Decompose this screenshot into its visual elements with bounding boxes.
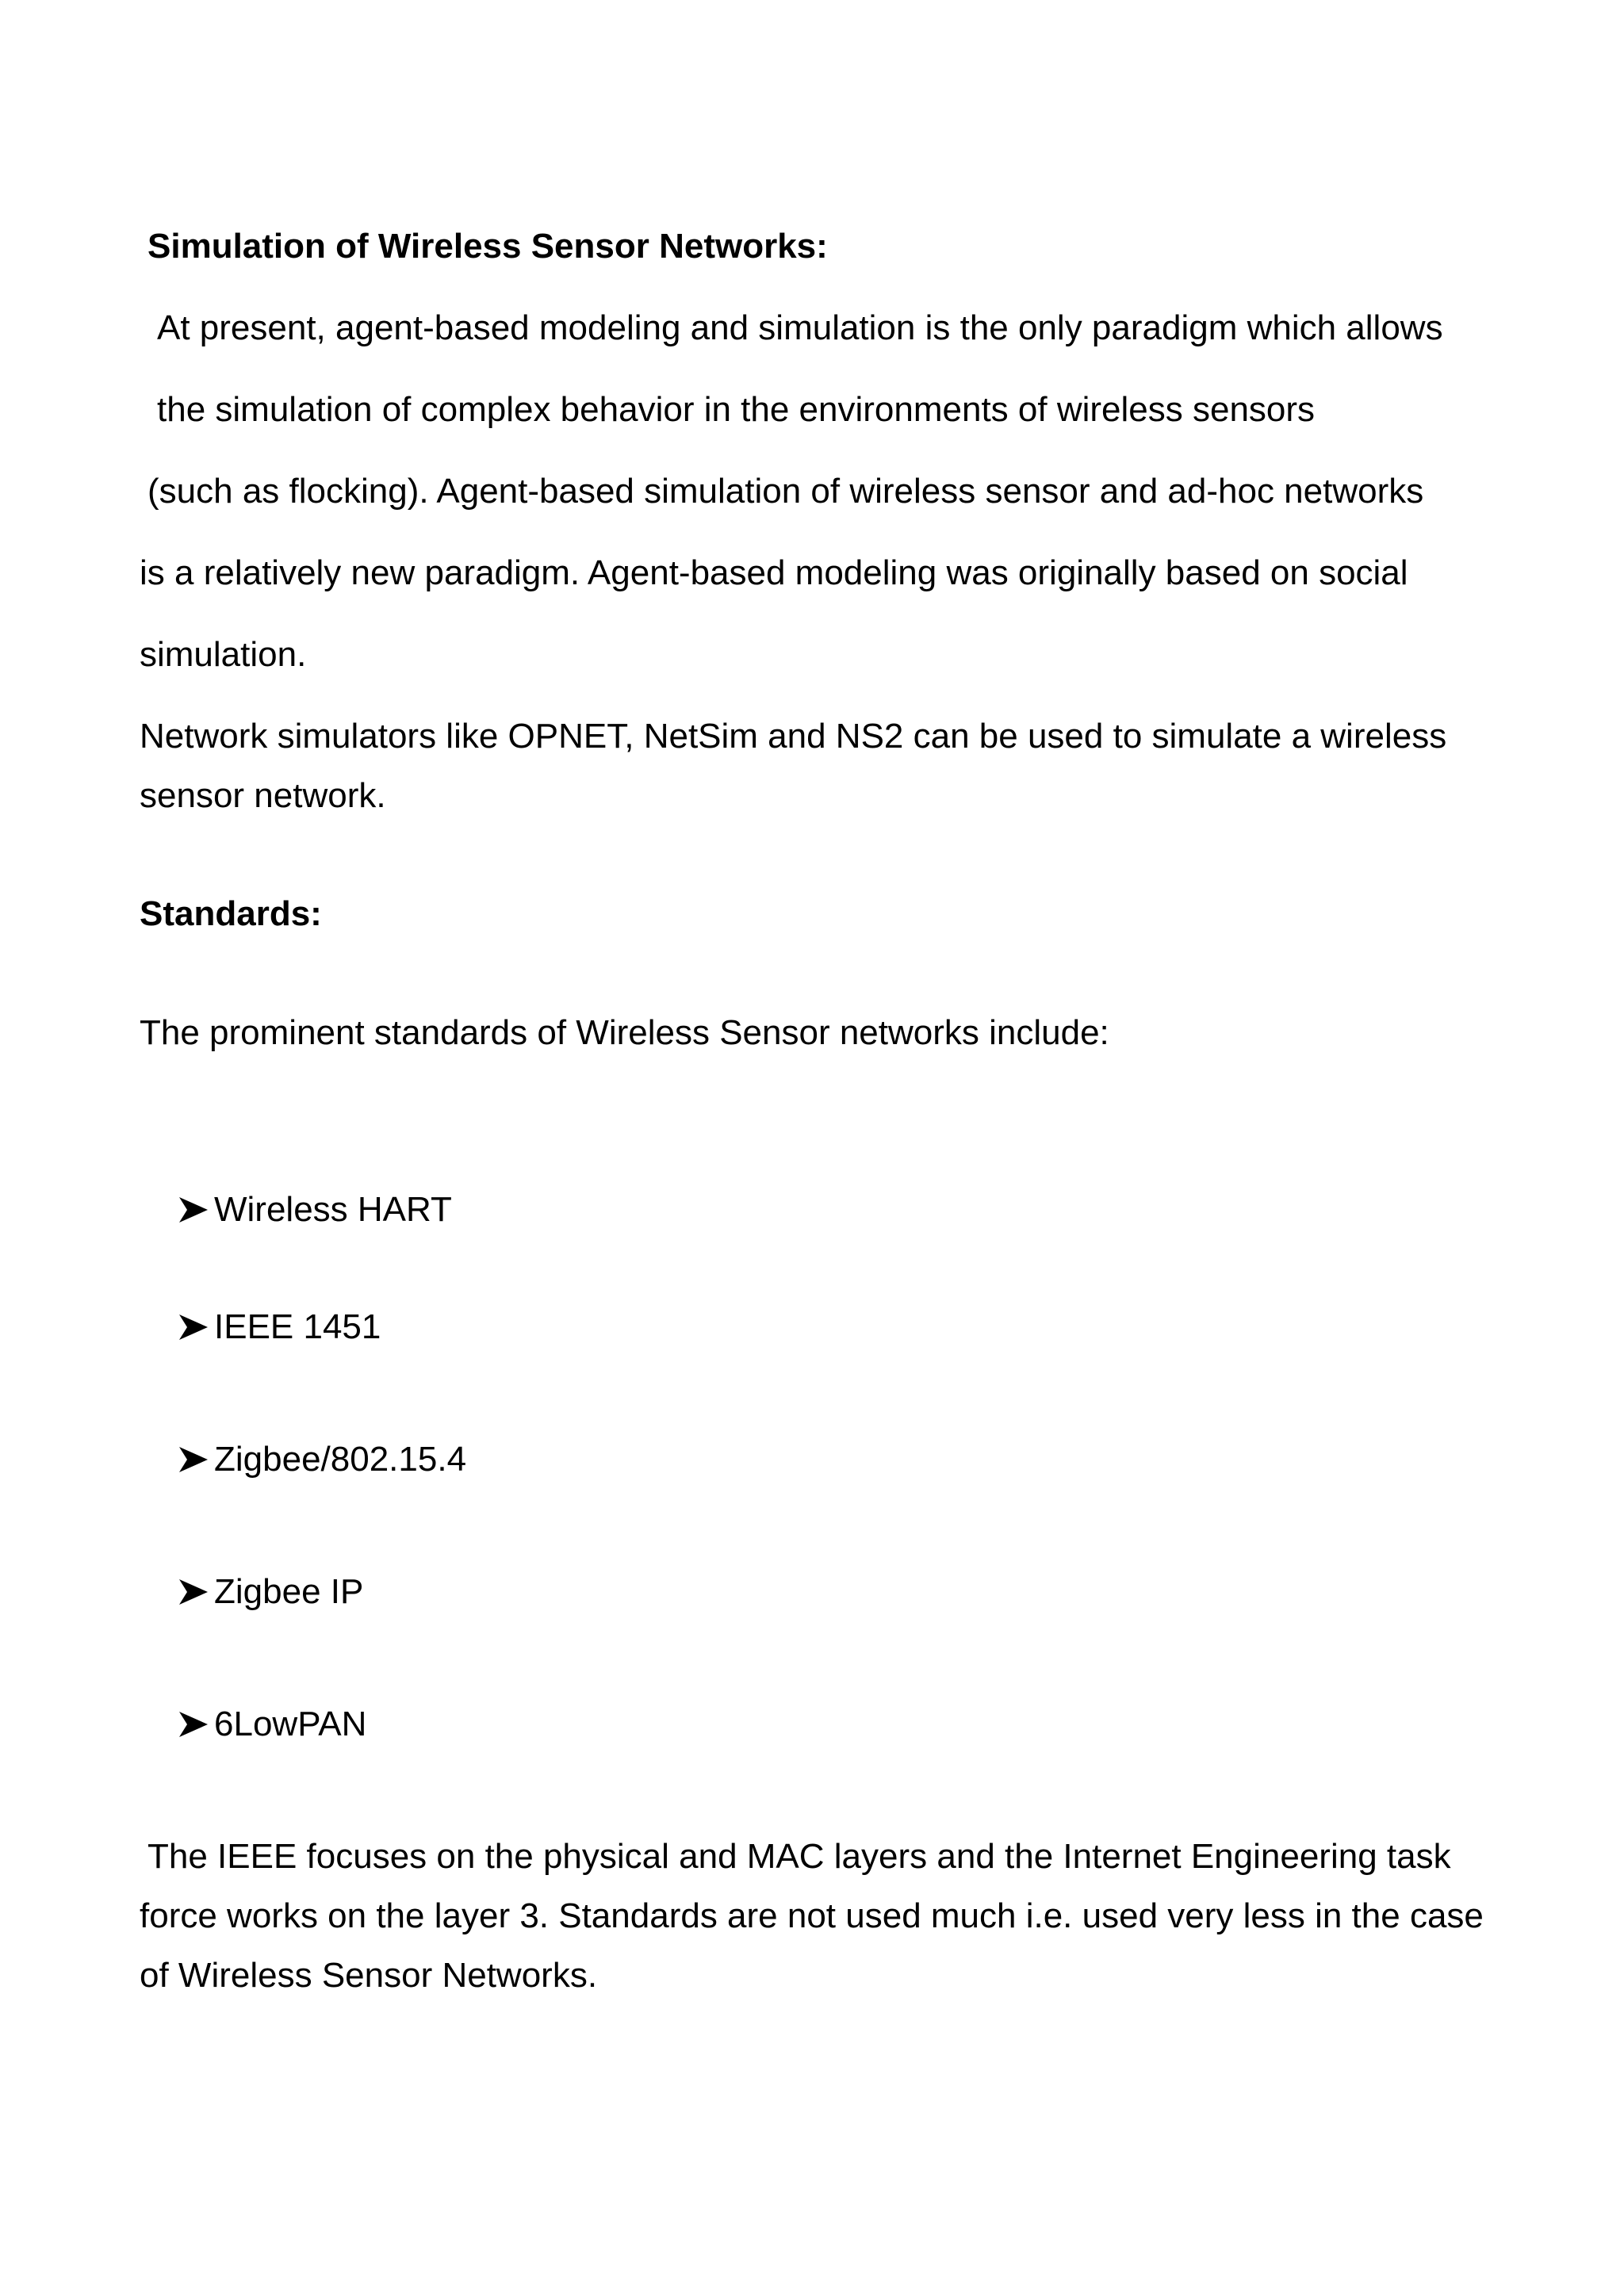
paragraph-line: At present, agent-based modeling and simulation is the only paradigm which allows [157,308,1443,347]
heading-simulation: Simulation of Wireless Sensor Networks: [147,227,828,266]
list-item-label: Zigbee/802.15.4 [214,1440,467,1479]
arrow-bullet-icon [176,1444,211,1475]
paragraph-line: simulation. [140,635,307,674]
list-item-label: 6LowPAN [214,1705,367,1743]
arrow-bullet-icon [176,1311,211,1343]
paragraph-line: The IEEE focuses on the physical and MAC layers and the Internet Engineering task [147,1837,1451,1876]
list-item-label: Zigbee IP [214,1572,364,1611]
heading-standards: Standards: [140,894,322,933]
paragraph-line: of Wireless Sensor Networks. [140,1956,598,1995]
paragraph-line: sensor network. [140,776,386,815]
list-item [176,1707,366,1742]
list-item [176,1307,381,1346]
paragraph-line: force works on the layer 3. Standards are not used much i.e. used very less in the case [140,1896,1484,1935]
list-item [176,1572,364,1611]
paragraph-line: (such as flocking). Agent-based simulation of wireless sensor and ad-hoc networks [147,472,1424,511]
list-item-label: Wireless HART [214,1190,452,1229]
paragraph-line: is a relatively new paradigm. Agent-based modeling was originally based on social [140,553,1408,592]
standards-intro: The prominent standards of Wireless Sensor networks include: [140,1013,1109,1052]
arrow-bullet-icon [176,1576,211,1608]
paragraph-line: the simulation of complex behavior in the environments of wireless sensors [157,390,1316,429]
list-item-label: IEEE 1451 [214,1307,381,1346]
paragraph-line: Network simulators like OPNET, NetSim and NS2 can be used to simulate a wireless [140,717,1447,756]
list-item [176,1192,452,1227]
list-item [176,1442,466,1477]
arrow-bullet-icon [176,1709,211,1740]
arrow-bullet-icon [176,1194,211,1226]
